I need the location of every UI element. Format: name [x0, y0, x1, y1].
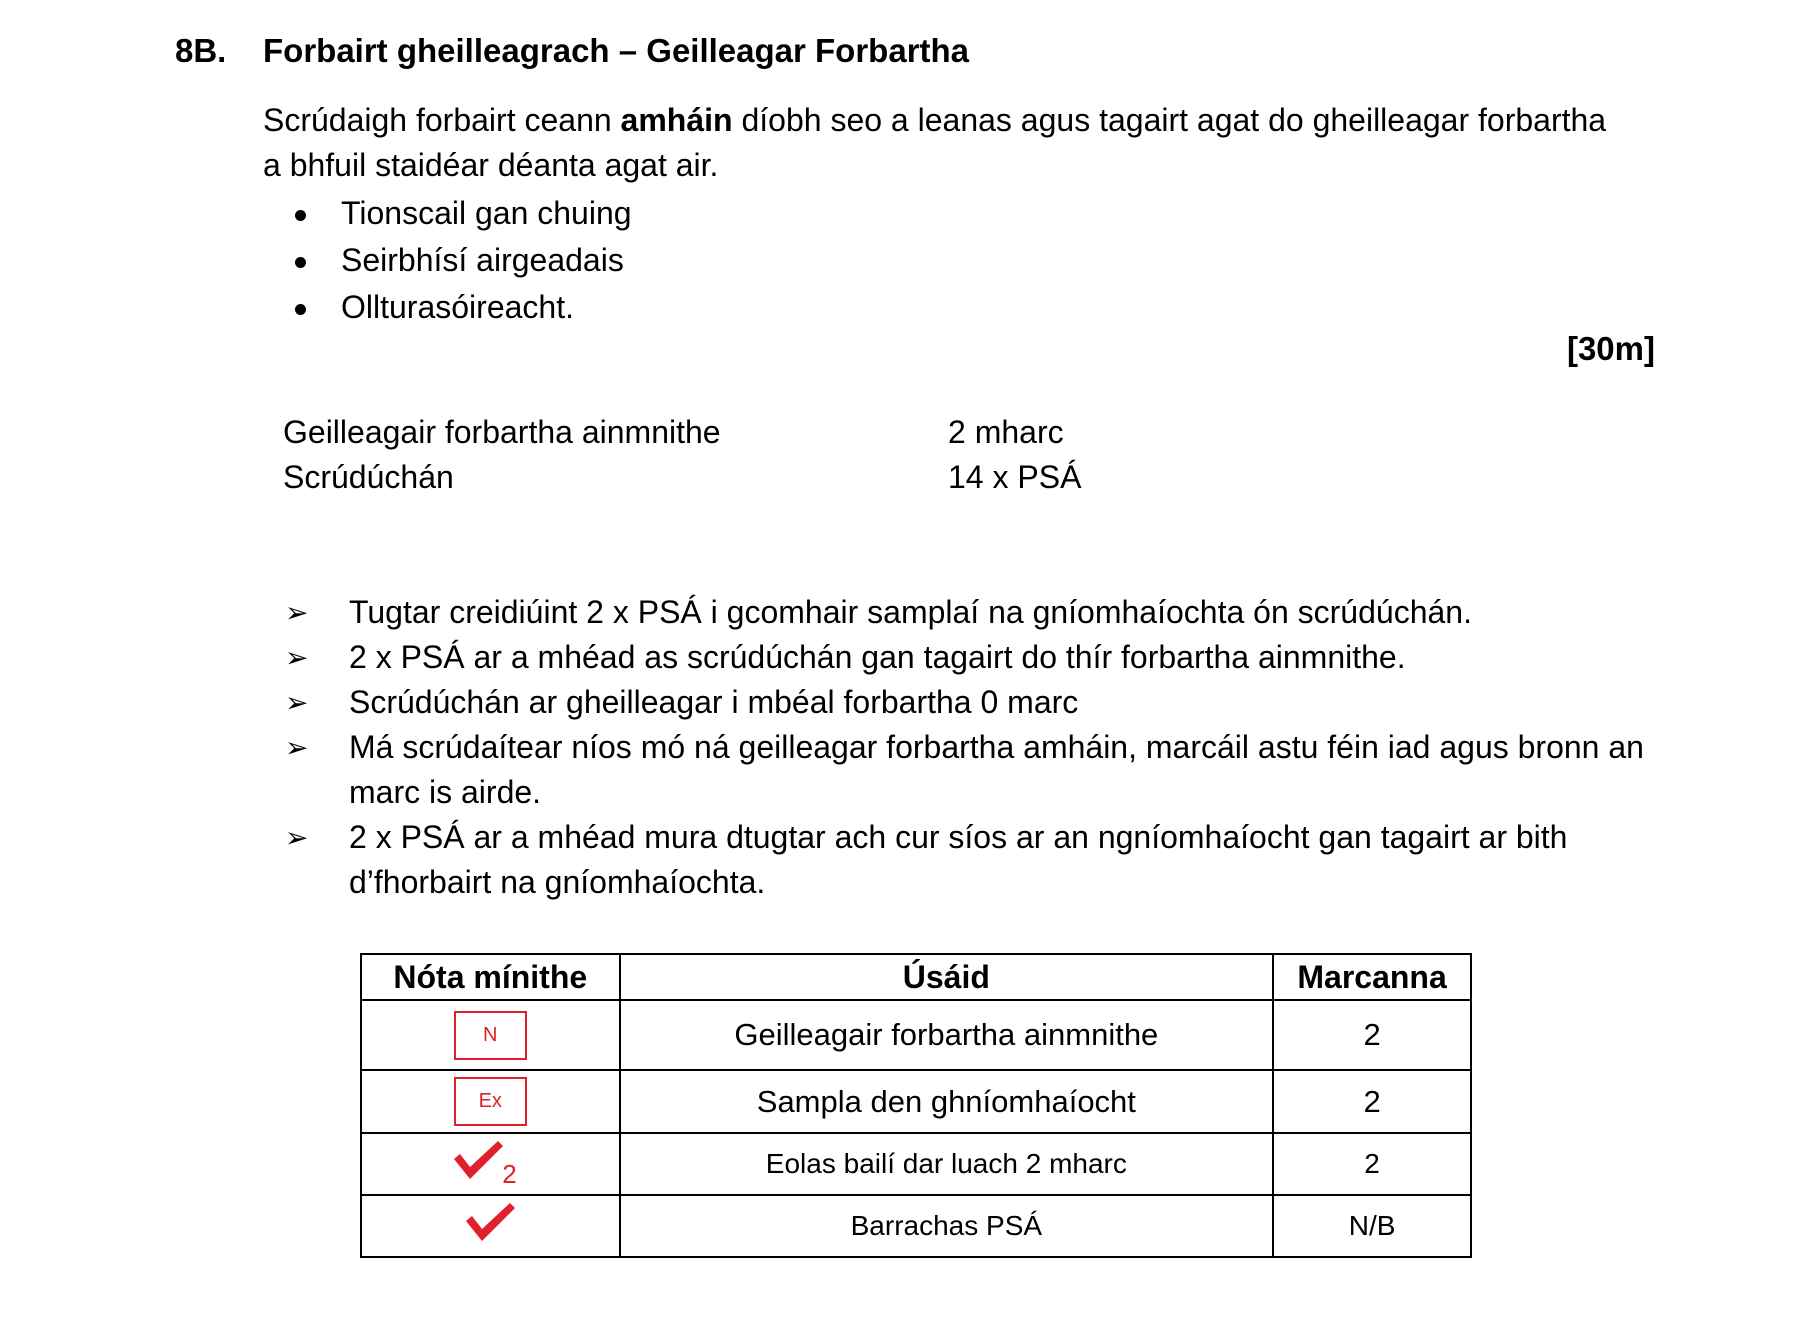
scheme-row: [283, 455, 1082, 500]
table-row: [361, 1000, 1471, 1070]
scheme-value: 2 mharc: [948, 414, 1064, 450]
usage-cell: Eolas bailí dar luach 2 mharc: [620, 1133, 1274, 1195]
symbol-cell: [361, 1070, 620, 1133]
option-text: Ollturasóireacht.: [341, 289, 574, 325]
note-text: 2 x PSÁ ar a mhéad as scrúdúchán gan tagairt do thír forbartha ainmnithe.: [349, 639, 1406, 675]
marking-notes: [283, 590, 1663, 905]
scheme-label: Geilleagair forbartha ainmnithe: [283, 414, 721, 450]
marks-cell: 2: [1273, 1133, 1471, 1195]
arrow-bullet-icon: ➢: [285, 821, 309, 854]
note-item: [283, 680, 1663, 725]
note-text: Má scrúdaítear níos mó ná geilleagar forbartha amháin, marcáil astu féin iad agus bronn an marc is airde.: [349, 729, 1644, 810]
symbol-cell: [361, 1000, 620, 1070]
usage-cell: Sampla den ghníomhaíocht: [620, 1070, 1274, 1133]
option-list: [263, 190, 632, 331]
option-item: [263, 190, 632, 237]
marks-cell: 2: [1273, 1070, 1471, 1133]
option-item: [263, 284, 632, 331]
note-text: 2 x PSÁ ar a mhéad mura dtugtar ach cur síos ar an ngníomhaíocht gan tagairt ar bith d’fhorbairt na gníomhaíochta.: [349, 819, 1568, 900]
scheme-label: Scrúdúchán: [283, 459, 454, 495]
arrow-bullet-icon: ➢: [285, 596, 309, 629]
bullet-icon: [295, 304, 306, 315]
option-item: [263, 237, 632, 284]
header-marks: Marcanna: [1273, 954, 1471, 1000]
ex-stamp-icon: Ex: [454, 1077, 527, 1126]
annotation-table: [360, 953, 1472, 1258]
marks-cell: 2: [1273, 1000, 1471, 1070]
symbol-cell: [361, 1133, 620, 1195]
header-usage: Úsáid: [620, 954, 1274, 1000]
prompt-text-start: Scrúdaigh forbairt ceann: [263, 102, 621, 138]
tick-icon: [450, 1139, 506, 1183]
usage-cell: Geilleagair forbartha ainmnithe: [620, 1000, 1274, 1070]
arrow-bullet-icon: ➢: [285, 641, 309, 674]
usage-cell: Barrachas PSÁ: [620, 1195, 1274, 1257]
tick-icon: [462, 1201, 518, 1245]
header-note: Nóta mínithe: [361, 954, 620, 1000]
tick-subscript: 2: [502, 1159, 517, 1189]
table-header-row: [361, 954, 1471, 1000]
question-prompt: [263, 98, 1613, 188]
option-text: Seirbhísí airgeadais: [341, 242, 624, 278]
table-row: [361, 1070, 1471, 1133]
symbol-cell: [361, 1195, 620, 1257]
bullet-icon: [295, 210, 306, 221]
note-item: [283, 590, 1663, 635]
prompt-emphasis: amháin: [620, 102, 733, 138]
bullet-icon: [295, 257, 306, 268]
arrow-bullet-icon: ➢: [285, 686, 309, 719]
marking-scheme: [283, 410, 1082, 500]
marks-total: [30m]: [1566, 330, 1655, 367]
option-text: Tionscail gan chuing: [341, 195, 632, 231]
arrow-bullet-icon: ➢: [285, 731, 309, 764]
tick-2-icon: [450, 1139, 530, 1189]
scheme-row: [283, 410, 1064, 455]
table-row: [361, 1133, 1471, 1195]
scheme-value: 14 x PSÁ: [948, 459, 1082, 495]
note-item: [283, 635, 1663, 680]
question-number: 8B.: [175, 32, 227, 69]
prompt-text-end: díobh seo a leanas agus tagairt agat do gheilleagar forbartha a bhfuil staidéar déanta agat air.: [263, 102, 1607, 183]
marks-cell: N/B: [1273, 1195, 1471, 1257]
question-title: Forbairt gheilleagrach – Geilleagar Forbartha: [263, 32, 970, 69]
note-item: [283, 815, 1663, 905]
table-row: [361, 1195, 1471, 1257]
note-item: [283, 725, 1663, 815]
note-text: Scrúdúchán ar gheilleagar i mbéal forbartha 0 marc: [349, 684, 1079, 720]
n-stamp-icon: N: [454, 1011, 527, 1060]
note-text: Tugtar creidiúint 2 x PSÁ i gcomhair samplaí na gníomhaíochta ón scrúdúchán.: [349, 594, 1472, 630]
